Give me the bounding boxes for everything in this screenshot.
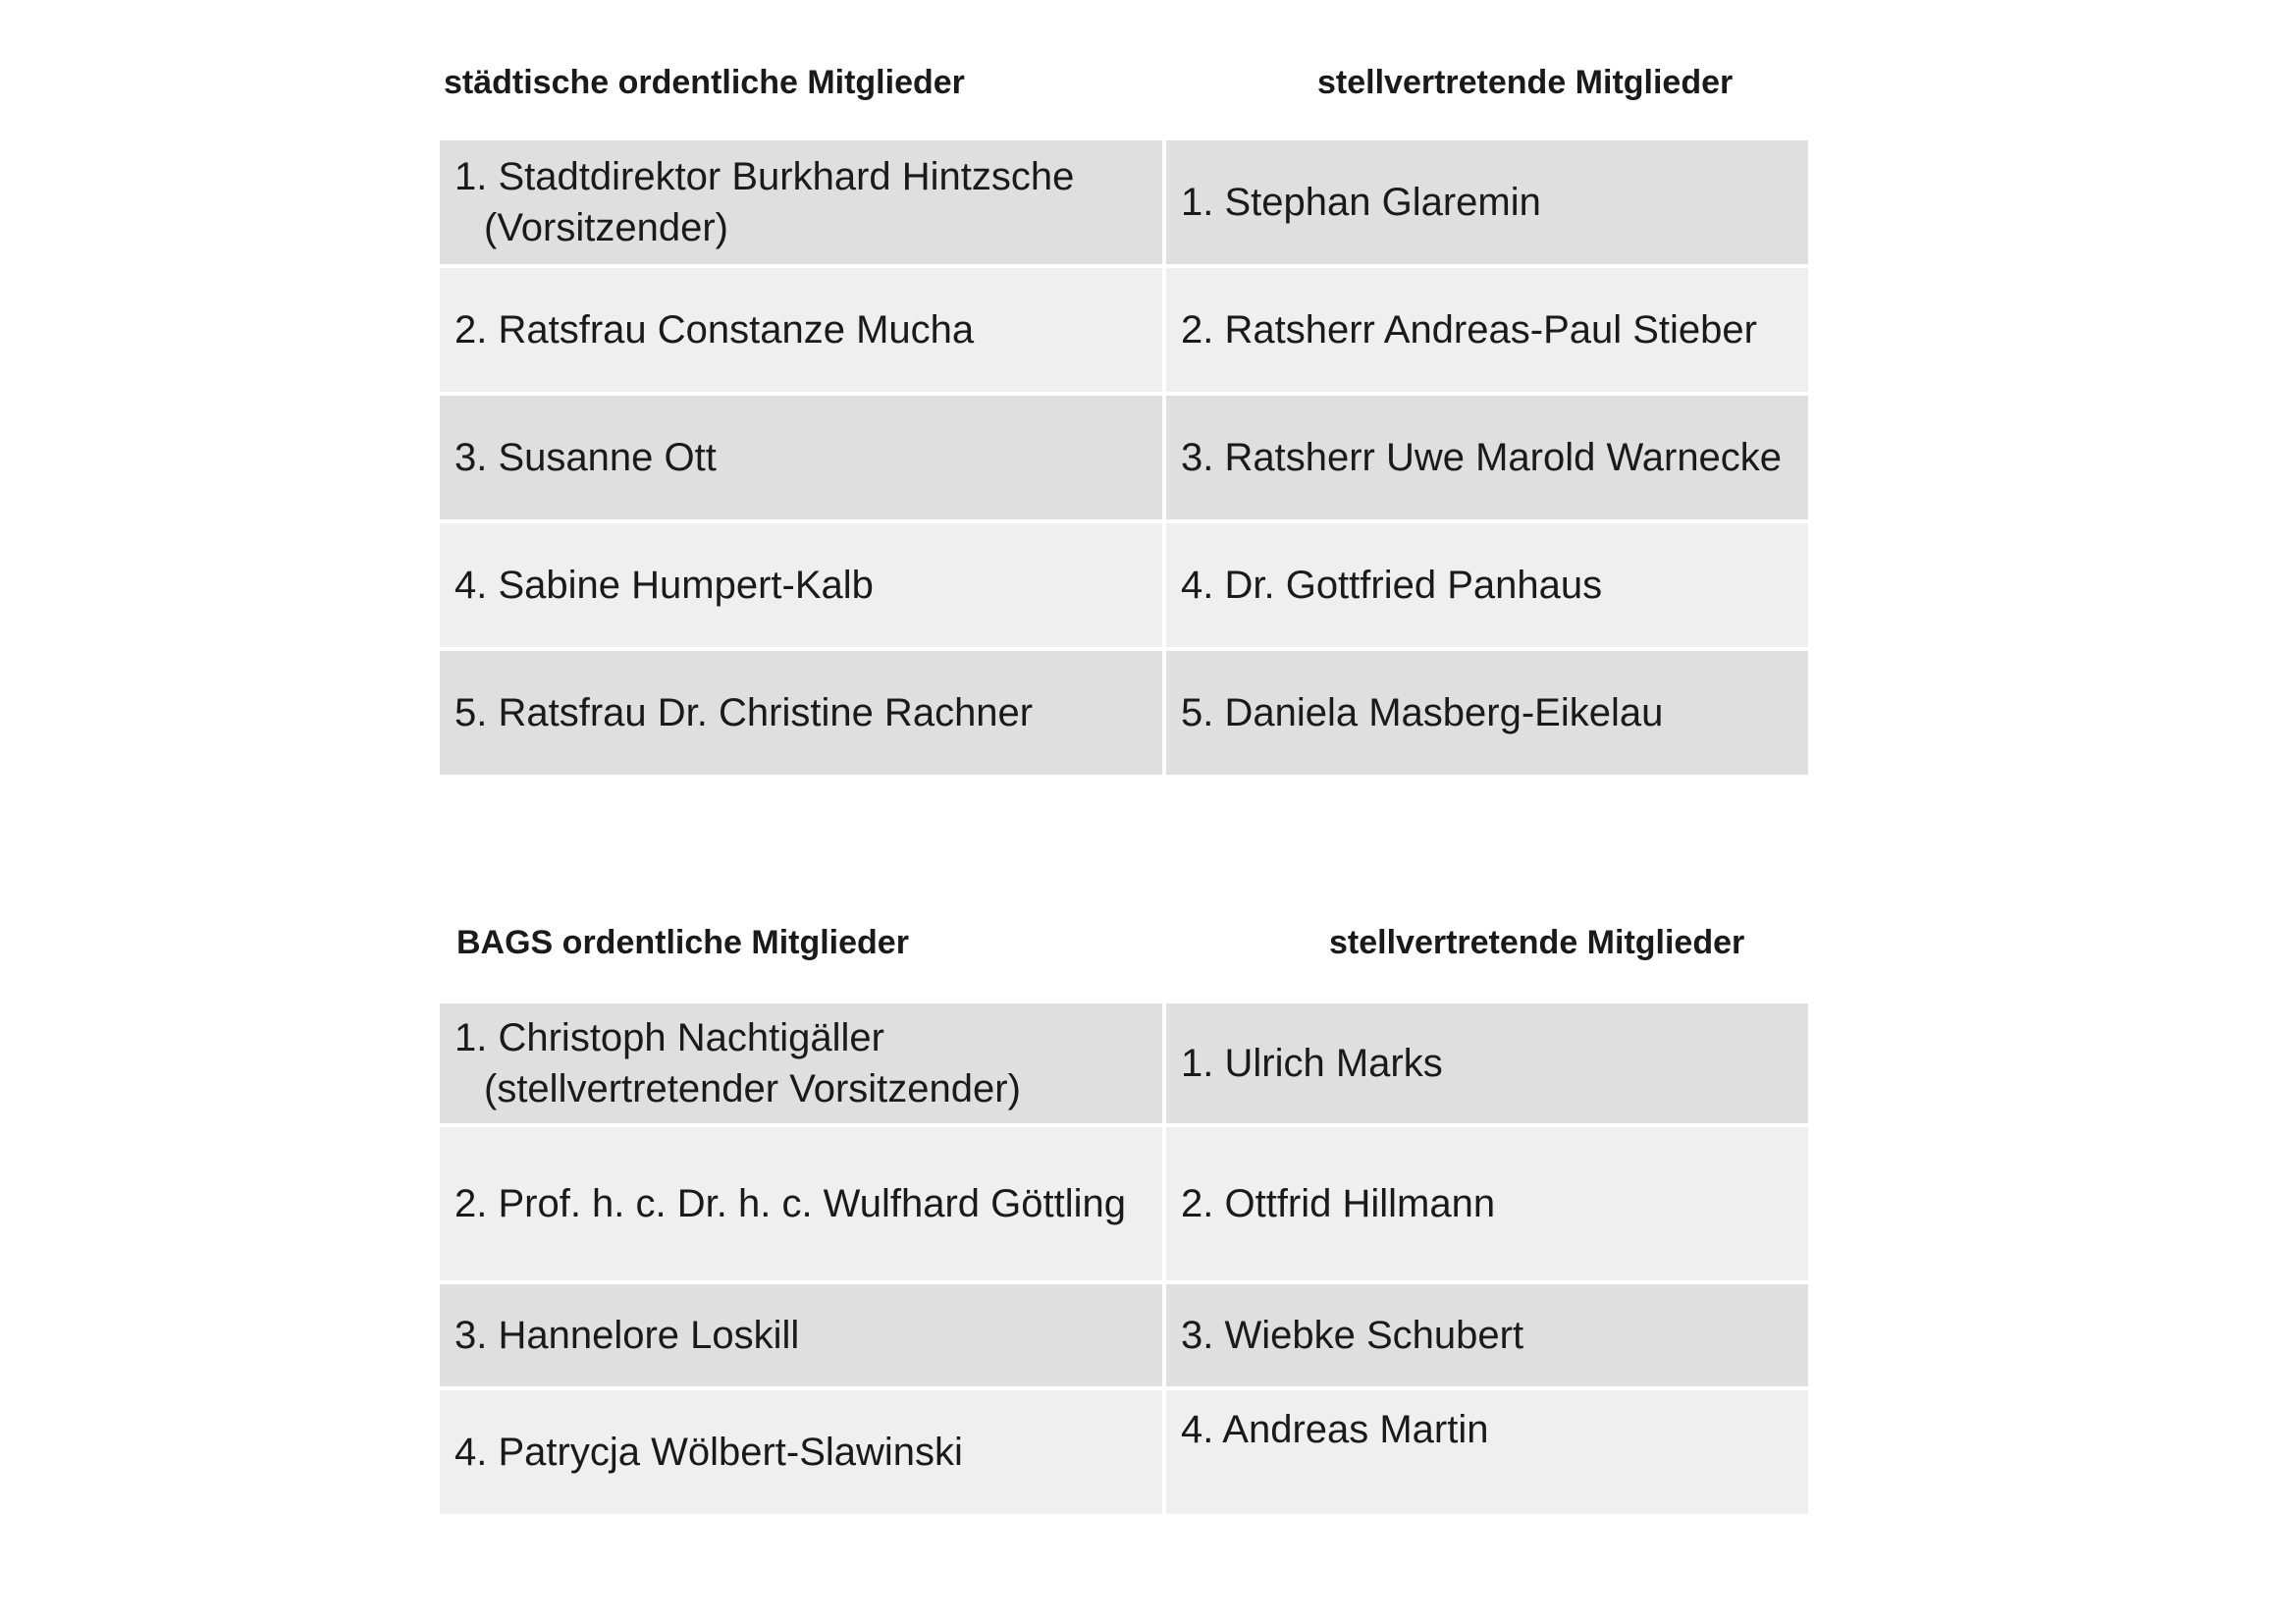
table-row xyxy=(440,1390,1808,1514)
section2-heading-deputies: stellvertretende Mitglieder xyxy=(1329,924,1745,961)
member-name: 2. Prof. h. c. Dr. h. c. Wulfhard Göttling xyxy=(454,1182,1126,1225)
member-name: 4. Patrycja Wölbert-Slawinski xyxy=(454,1431,963,1474)
deputy-name: 3. Ratsherr Uwe Marold Warnecke xyxy=(1181,436,1783,479)
deputy-cell xyxy=(1166,1390,1808,1514)
member-name: 5. Ratsfrau Dr. Christine Rachner xyxy=(454,691,1034,734)
member-cell xyxy=(440,1003,1166,1123)
member-name: 4. Sabine Humpert-Kalb xyxy=(454,564,874,607)
deputy-name: 2. Ratsherr Andreas-Paul Stieber xyxy=(1181,308,1757,352)
member-name: 2. Ratsfrau Constanze Mucha xyxy=(454,308,975,352)
deputy-cell xyxy=(1166,1127,1808,1280)
table-row xyxy=(440,523,1808,651)
section2-heading-members: BAGS ordentliche Mitglieder xyxy=(456,924,909,961)
deputy-cell xyxy=(1166,396,1808,519)
section1-heading-deputies: stellvertretende Mitglieder xyxy=(1317,64,1734,101)
deputy-cell xyxy=(1166,140,1808,264)
deputy-name: 1. Stephan Glaremin xyxy=(1181,181,1541,224)
member-role: (Vorsitzender) xyxy=(484,206,728,249)
member-cell xyxy=(440,396,1166,519)
member-cell xyxy=(440,1127,1166,1280)
member-name: 3. Susanne Ott xyxy=(454,436,717,479)
deputy-name: 3. Wiebke Schubert xyxy=(1181,1314,1524,1357)
member-cell xyxy=(440,523,1166,647)
table-row xyxy=(440,268,1808,396)
deputy-cell xyxy=(1166,268,1808,392)
table-row xyxy=(440,396,1808,523)
table-row xyxy=(440,1284,1808,1390)
table-row xyxy=(440,651,1808,775)
member-cell xyxy=(440,268,1166,392)
member-name: 1. Christoph Nachtigäller xyxy=(454,1016,884,1059)
section1-members-table xyxy=(440,140,1808,775)
deputy-name: 1. Ulrich Marks xyxy=(1181,1042,1443,1085)
member-name: 3. Hannelore Loskill xyxy=(454,1314,800,1357)
table-row xyxy=(440,1127,1808,1284)
deputy-name: 4. Andreas Martin xyxy=(1181,1408,1489,1451)
deputy-name: 5. Daniela Masberg-Eikelau xyxy=(1181,691,1664,734)
member-cell xyxy=(440,140,1166,264)
member-role: (stellvertretender Vorsitzender) xyxy=(484,1067,1021,1110)
member-cell xyxy=(440,1390,1166,1514)
deputy-cell xyxy=(1166,651,1808,775)
deputy-name: 2. Ottfrid Hillmann xyxy=(1181,1182,1496,1225)
member-cell xyxy=(440,1284,1166,1386)
member-name: 1. Stadtdirektor Burkhard Hintzsche xyxy=(454,155,1075,198)
table-row xyxy=(440,1003,1808,1127)
deputy-name: 4. Dr. Gottfried Panhaus xyxy=(1181,564,1603,607)
section1-heading-members: städtische ordentliche Mitglieder xyxy=(444,64,965,101)
table-row xyxy=(440,140,1808,268)
deputy-cell xyxy=(1166,1003,1808,1123)
deputy-cell xyxy=(1166,523,1808,647)
deputy-cell xyxy=(1166,1284,1808,1386)
member-cell xyxy=(440,651,1166,775)
section2-members-table xyxy=(440,1003,1808,1514)
